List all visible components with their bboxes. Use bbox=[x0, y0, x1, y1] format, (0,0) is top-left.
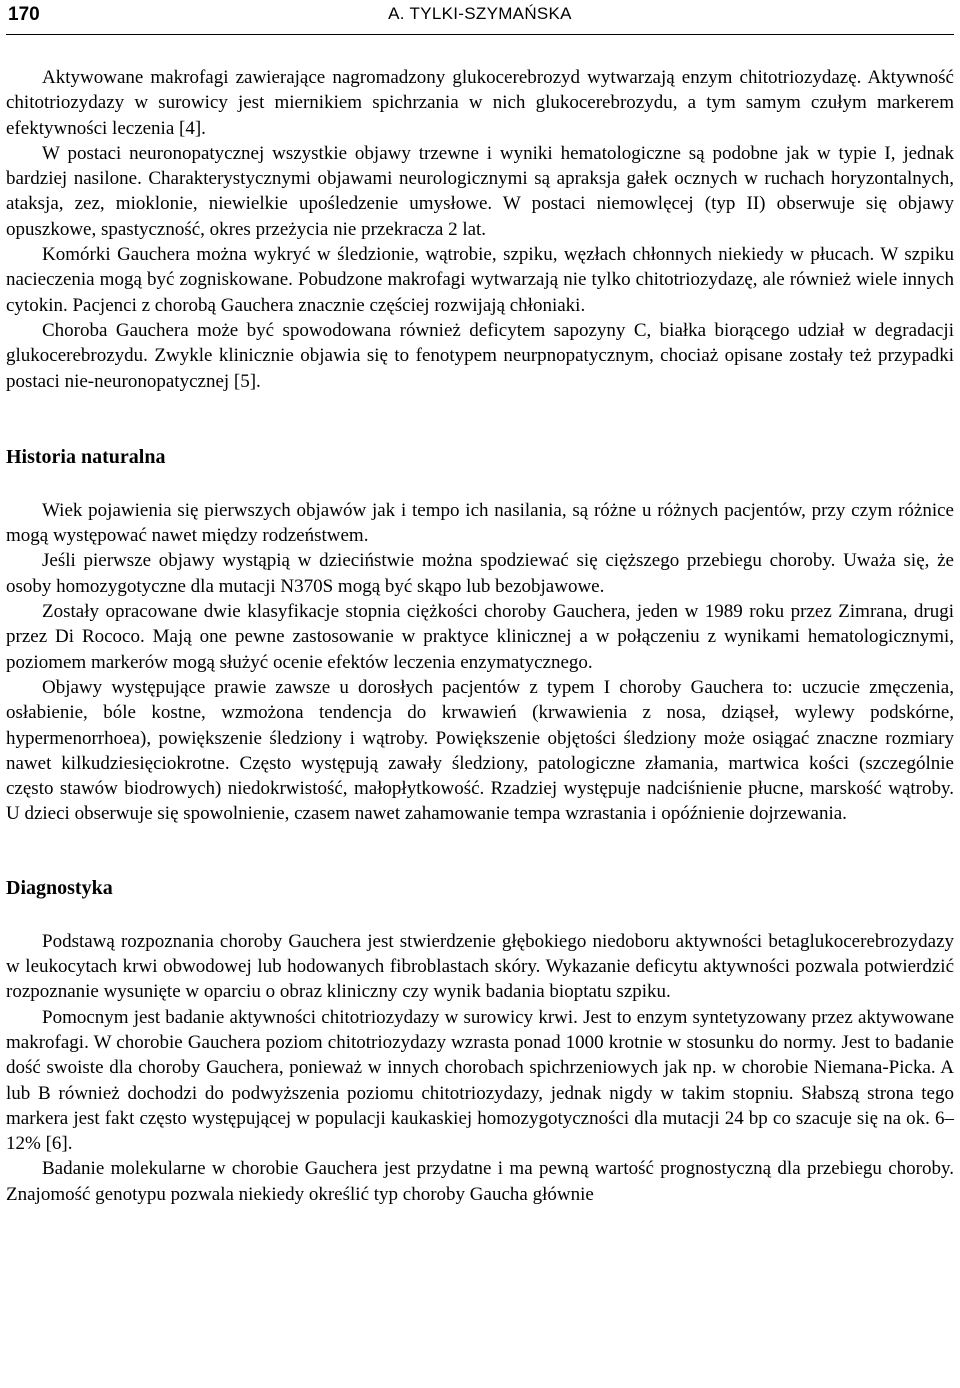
paragraph: Choroba Gauchera może być spowodowana również deficytem sapozyny C, białka biorącego udział w degradacji glukocerebrozydu. Zwykle klinicznie objawia się to fenotypem neurpnopatycznym, chociaż opisane zostały też przypadki postaci nie-neuronopatycznej [5]. bbox=[6, 319, 954, 392]
paragraph: W postaci neuronopatycznej wszystkie objawy trzewne i wyniki hematologiczne są podobne jak w typie I, jednak bardziej nasilone. Charakterystycznymi objawami neurologicznymi są apraksja gałek ocznych w ruchach horyzontalnych, ataksja, zez, mioklonie, niewielkie upośledzenie umysłowe. W postaci niemowlęcej (typ II) obserwuje się objawy opuszkowe, spastyczność, okres przeżycia nie przekracza 2 lat. bbox=[6, 142, 954, 240]
paragraph: Zostały opracowane dwie klasyfikacje stopnia ciężkości choroby Gauchera, jeden w 1989 roku przez Zimrana, drugi przez Di Rococo. Mają one pewne zastosowanie w praktyce klinicznej a w połączeniu z wynikami hematologicznymi, poziomem markerów mogą służyć ocenie efektów leczenia enzymatycznego. bbox=[6, 601, 954, 673]
running-header bbox=[6, 0, 954, 30]
paragraph: Aktywowane makrofagi zawierające nagromadzony glukocerebrozyd wytwarzają enzym chitotriozydazę. Aktywność chitotriozydazy w surowicy jest miernikiem spichrzania w nich glukocerebrozydu, a tym samym czułym markerem efektywności leczenia [4]. bbox=[6, 67, 954, 139]
paragraph: Pomocnym jest badanie aktywności chitotriozydazy w surowicy krwi. Jest to enzym syntetyzowany przez aktywowane makrofagi. W chorobie Gauchera poziom chitotriozydazy wzrasta ponad 1000 krotnie w stosunku do normy. Jest to badanie dość swoiste dla choroby Gauchera, ponieważ w innych chorobach spichrzeniowych jak np. w chorobie Niemana-Picka. A lub B również dochodzi do podwyższenia poziomu chitotriozydazy, jednak nigdy w takim stopniu. Słabszą strona tego markera jest fakt często występującej w populacji kaukaskiej homozygotyczności dla mutacji 24 bp co szacuje się na ok. 6–12% [6]. bbox=[6, 1006, 954, 1155]
paragraph: Badanie molekularne w chorobie Gauchera jest przydatne i ma pewną wartość prognostyczną dla przebiegu choroby. Znajomość genotypu pozwala niekiedy określić typ choroby Gaucha głównie bbox=[6, 1158, 954, 1205]
section-heading-natural-history: Historia naturalna bbox=[6, 445, 166, 468]
paragraph: Wiek pojawienia się pierwszych objawów jak i tempo ich nasilania, są różne u różnych pacjentów, przy czym różnice mogą występować nawet między rodzeństwem. bbox=[6, 499, 954, 547]
article-body bbox=[6, 65, 954, 1207]
header-rule bbox=[6, 34, 954, 35]
paragraph: Komórki Gauchera można wykryć w śledzionie, wątrobie, szpiku, węzłach chłonnych niekiedy w płucach. W szpiku nacieczenia mogą być zogniskowane. Pobudzone makrofagi wytwarzają nie tylko chitotriozydazę, ale również wiele innych cytokin. Pacjenci z chorobą Gauchera znacznie częściej rozwijają chłoniaki. bbox=[6, 244, 954, 316]
paragraph: Objawy występujące prawie zawsze u dorosłych pacjentów z typem I choroby Gauchera to: uczucie zmęczenia, osłabienie, bóle kostne, wzmożona tendencja do krwawień (krwawienia z nosa, dziąseł, wylewy podskórne, hypermenorrhoea), powiększenie śledziony i wątroby. Powiększenie objętości śledziony może osiągać znaczne rozmiary nawet kilkudziesięciokrotne. Często występują zawały śledziony, patologiczne złamania, martwica kości (szczególnie często stawów biodrowych) niedokrwistość, małopłytkowość. Rzadziej występuje nadciśnienie płucne, marskość wątroby. U dzieci obserwuje się spowolnienie, czasem nawet zahamowanie tempa wzrastania i opóźnienie dojrzewania. bbox=[6, 676, 954, 825]
section-heading-diagnostics: Diagnostyka bbox=[6, 876, 113, 899]
page-number: 170 bbox=[8, 4, 40, 25]
paragraph: Jeśli pierwsze objawy wystąpią w dzieciństwie można spodziewać się cięższego przebiegu choroby. Uważa się, że osoby homozygotyczne dla mutacji N370S mogą być skąpo lub bezobjawowe. bbox=[6, 550, 954, 597]
paragraph: Podstawą rozpoznania choroby Gauchera jest stwierdzenie głębokiego niedoboru aktywności betaglukocerebrozydazy w leukocytach krwi obwodowej lub hodowanych fibroblastach skóry. Wykazanie deficytu aktywności pozwala potwierdzić rozpoznanie wysunięte w oparciu o obraz kliniczny czy wynik badania bioptatu szpiku. bbox=[6, 930, 954, 1003]
running-header-author: A. TYLKI-SZYMAŃSKA bbox=[388, 4, 572, 23]
